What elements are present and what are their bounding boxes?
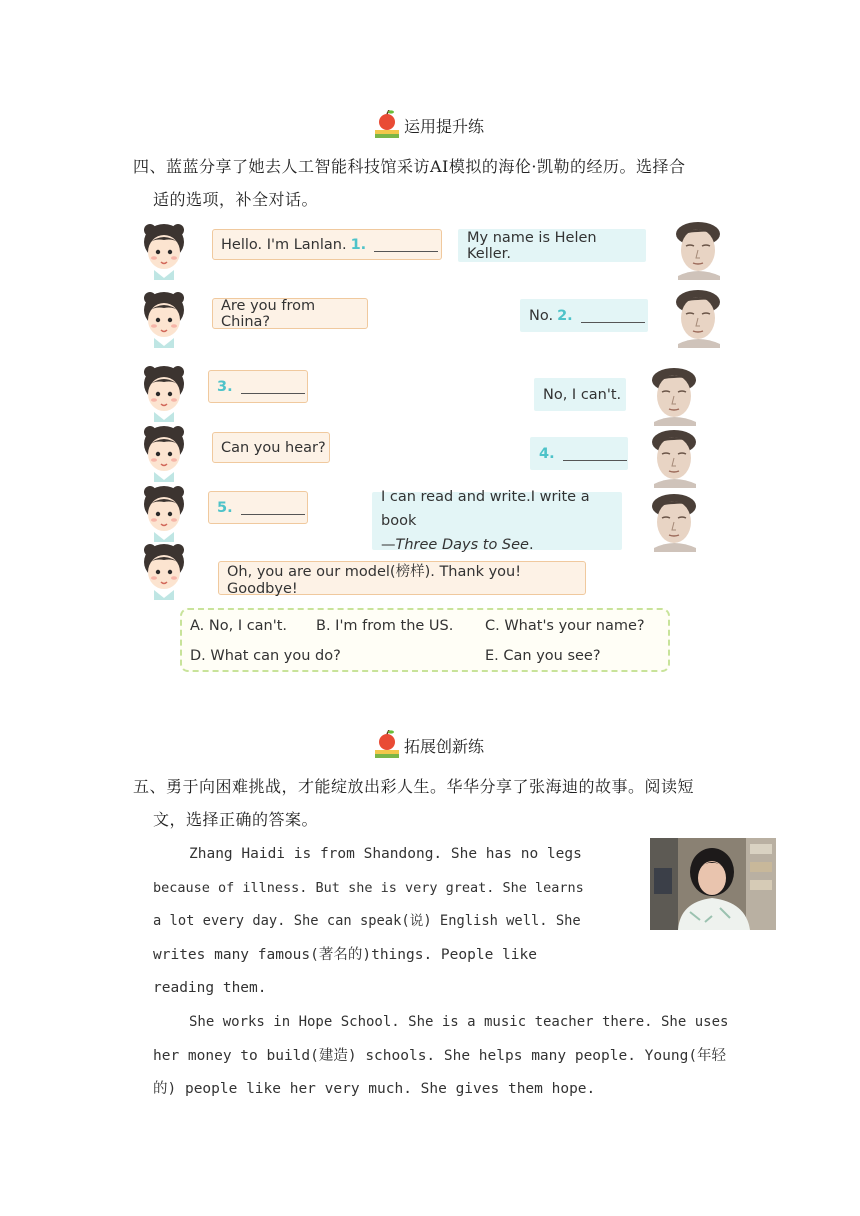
dialogue-bubble-6 (218, 561, 586, 595)
bubble-1-text: Hello. I'm Lanlan. (221, 236, 347, 253)
section5-question (133, 770, 694, 836)
bubble-6-text: Oh, you are our model(榜样). Thank you! Goodbye! (227, 563, 522, 597)
helen-avatar (670, 288, 726, 348)
option-a[interactable]: A. No, I can't. (190, 618, 288, 634)
blank-number-1: 1. (350, 236, 367, 253)
para1-line: writes many famous(著名的)things. People like (153, 946, 537, 963)
helen-avatar (646, 366, 702, 426)
option-d[interactable]: D. What can you do? (190, 648, 341, 664)
section5-question-line1: 五、勇于向困难挑战，才能绽放出彩人生。华华分享了张海迪的故事。阅读短 (133, 777, 695, 796)
zhang-haidi-photo (650, 838, 776, 930)
para1-line: because of illness. But she is very great. She learns (153, 879, 584, 896)
reply-5-period: . (528, 537, 534, 553)
option-b[interactable]: B. I'm from the US. (316, 618, 454, 634)
dialogue-reply-5 (372, 489, 622, 553)
lanlan-avatar (140, 542, 188, 600)
lanlan-avatar (140, 290, 188, 348)
helen-avatar (646, 492, 702, 552)
helen-avatar (646, 428, 702, 488)
apple-books-icon (372, 110, 402, 140)
para2-line: She works in Hope School. She is a music teacher there. She uses (189, 1014, 729, 1030)
reply-5-dash: — (381, 537, 396, 553)
dialogue-bubble-4 (212, 432, 330, 463)
dialogue-bubble-1 (212, 229, 442, 260)
bubble-2-text: Are you from China? (221, 297, 316, 330)
lanlan-avatar (140, 364, 188, 422)
para1-line: Zhang Haidi is from Shandong. She has no legs (189, 846, 582, 862)
passage-paragraph-1 (153, 838, 585, 1006)
dialogue-bubble-5 (208, 491, 308, 524)
section4-question (133, 150, 685, 216)
answer-blank-4[interactable] (563, 446, 627, 461)
answer-blank-1[interactable] (374, 237, 438, 252)
reply-2-text: No. (529, 307, 554, 324)
blank-number-3: 3. (217, 378, 233, 395)
section4-question-line2: 适的选项，补全对话。 (153, 190, 319, 209)
reply-1-text: My name is Helen Keller. (467, 229, 597, 262)
dialogue-bubble-3 (208, 370, 308, 403)
section5-question-line2: 文，选择正确的答案。 (153, 810, 319, 829)
para1-line: a lot every day. She can speak(说) English well. She (153, 913, 581, 930)
section4-question-line1: 四、蓝蓝分享了她去人工智能科技馆采访AI模拟的海伦·凯勒的经历。选择合 (133, 157, 686, 176)
section5-title (372, 730, 484, 760)
bubble-4-text: Can you hear? (221, 439, 326, 456)
book-title: Three Days to See (395, 537, 529, 553)
lanlan-avatar (140, 424, 188, 482)
dialogue-reply-4 (530, 437, 628, 470)
dialogue-reply-2 (520, 299, 648, 332)
answer-blank-5[interactable] (241, 500, 305, 515)
reply-3-text: No, I can't. (543, 386, 622, 403)
lanlan-avatar (140, 222, 188, 280)
para1-line: reading them. (153, 980, 267, 997)
lanlan-avatar (140, 484, 188, 542)
section4-title-text: 运用提升练 (404, 116, 485, 136)
helen-avatar (670, 220, 726, 280)
option-e[interactable]: E. Can you see? (485, 648, 601, 664)
blank-number-4: 4. (539, 445, 555, 462)
dialogue-bubble-2 (212, 298, 368, 329)
apple-books-icon (372, 730, 402, 760)
dialogue-reply-3 (534, 378, 626, 411)
para2-line: her money to build(建造) schools. She helps many people. Young(年轻 (153, 1047, 727, 1064)
answer-blank-2[interactable] (581, 308, 645, 323)
para2-line: 的) people like her very much. She gives them hope. (153, 1081, 596, 1098)
section5-title-text: 拓展创新练 (404, 736, 485, 756)
blank-number-2: 2. (557, 307, 573, 324)
passage-paragraph-2 (153, 1006, 733, 1107)
options-box (180, 608, 670, 672)
section4-title (372, 110, 484, 140)
reply-5-line2 (381, 533, 534, 557)
option-c[interactable]: C. What's your name? (485, 618, 645, 634)
dialogue-reply-1 (458, 229, 646, 262)
answer-blank-3[interactable] (241, 379, 305, 394)
reply-5-line1: I can read and write.I write a book (381, 489, 590, 529)
blank-number-5: 5. (217, 499, 233, 516)
